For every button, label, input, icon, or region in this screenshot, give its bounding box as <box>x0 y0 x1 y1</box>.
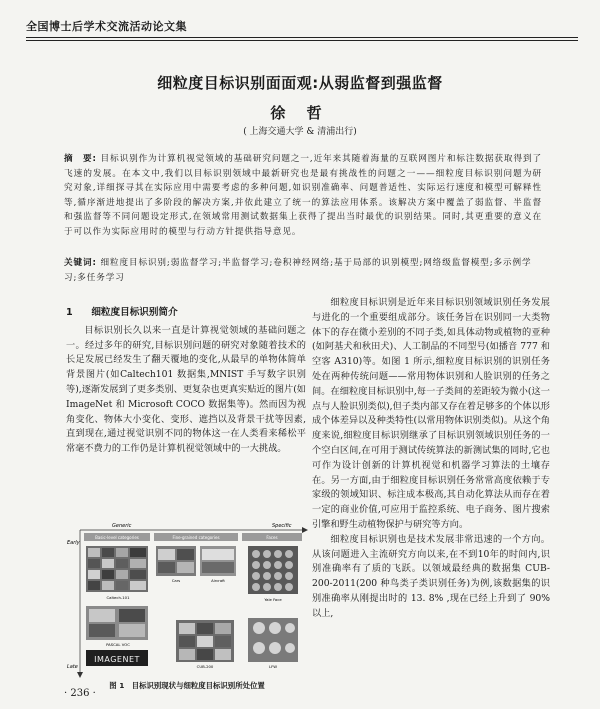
axis-label-specific: Specific <box>272 523 292 529</box>
paper-author: 徐 哲 <box>270 104 330 122</box>
figure-graphic <box>66 522 308 680</box>
abstract-text: 目标识别作为计算机视觉领域的基础研究问题之一,近年来其随着海量的互联网图片和标注数据获取得到了飞速的发展。在本文中,我们以目标识别领域中最新研究也是最有挑战性的问题之一——细粒度目标识别问题为研究对象,详细探寻其在实际应用中需要考虑的多种问题,如识别准确率、问题普适性、实际运行速度和模型可解释性等,循序渐进地提出了多阶段的解决方案,并依此建立了统一的算法应用体系。该解决方案中覆盖了弱监督、半监督和强监督等不同问题设定形式,在领域常用测试数据集上获得了提出当时最优的识别结果。同时,其更重要的意义在于可以作为实际应用时的模型与行动方针提供指导意见。 <box>64 154 542 237</box>
band-basic-label: Basic-level categories <box>95 535 139 540</box>
caltech-mosaic <box>86 546 148 592</box>
paragraph-fine-grained-definition: 细粒度目标识别是近年来目标识别领域识别任务发展与进化的一个重要组成部分。该任务旨在识别同一大类物体下的存在微小差别的不同子类,如具体动物或植物的亚种(如阿基犬和秋田犬)、人工制品的不同型号(如播音 777 和空客 A310)等。如图 1 所示,细粒度目标识别的识别任务处在两种传统问题——常用物体识别和人脸识别的任务之间。在细粒度目标识别中,每一子类间的差距较为微小(这一点与人脸识别类似),但子类内部又存在着足够多的个体以形成个体差异以及种类特性(以常用物体识别类似)。从这个角度来说,细粒度目标识别继承了目标识别领域识别任务的一个空白区间,在可用于测试传统算法的新测试集的同时,它也可作为设计创新的计算机视觉和机器学习算法的土壤存在。另一方面,由于细粒度目标识别任务常常高度依赖于专家级的领域知识、标注成本极高,其自动化算法从而存在着一定的商业价值,可应用于监控系统、电子商务、图片搜索引擎和野生动植物保护与研究等方向。 <box>312 297 550 530</box>
abstract-label: 摘 要: <box>64 154 97 164</box>
left-column <box>66 306 306 457</box>
label-caltech: Caltech-101 <box>106 595 130 600</box>
axis-label-early: Early <box>67 540 80 546</box>
axis-label-late: Late <box>67 664 78 670</box>
label-yale: Yale Face <box>264 597 282 602</box>
imagenet-logo-text: IMAGENET <box>94 655 140 664</box>
page-number: · 236 · <box>64 688 96 699</box>
keywords <box>64 256 542 285</box>
running-header: 全国博士后学术交流活动论文集 <box>26 20 187 33</box>
label-cub: CUB-200 <box>196 664 214 669</box>
right-column <box>312 296 550 622</box>
section-title: 细粒度目标识别简介 <box>91 307 178 318</box>
label-aircraft: Aircraft <box>211 578 225 583</box>
axis-label-generic: Generic <box>112 523 132 529</box>
paper-title: 细粒度目标识别面面观:从弱监督到强监督 <box>157 74 443 92</box>
band-faces-label: Faces <box>266 535 278 540</box>
label-pascal: PASCAL VOC <box>106 642 130 647</box>
label-cars: Cars <box>171 578 181 583</box>
section-number: 1 <box>66 307 73 318</box>
figure-1 <box>66 522 308 692</box>
header-rule-thin <box>26 40 578 41</box>
figure-caption: 图 1 目标识别现状与细粒度目标识别所处位置 <box>109 681 265 690</box>
keywords-label: 关键词: <box>64 258 97 268</box>
paper-affiliation: ( 上海交通大学 & 清浦出行) <box>243 127 357 137</box>
abstract <box>64 152 542 240</box>
paragraph-progress: 细粒度目标识别也是技术发展非常迅速的一个方向。从该问题进入主流研究方向以来,在不到10年的时间内,识别准确率有了质的飞跃。以领域最经典的数据集 CUB-200-2011(200 种鸟类子类识别任务)为例,该数据集的识别准确率从刚提出时的 13. 8% ,现在已经上升到了 90% 以上, <box>312 533 550 619</box>
header-rule <box>26 37 578 38</box>
keywords-text: 细粒度目标识别;弱监督学习;半监督学习;卷积神经网络;基于局部的识别模型;网络级监督模型;多示例学习;多任务学习 <box>64 258 532 283</box>
paragraph-intro: 目标识别长久以来一直是计算视觉领域的基础问题之一。经过多年的研究,目标识别问题的研究对象随着技术的长足发展已经发生了翻天覆地的变化,从最早的单物体简单背景图片(如Caltech101 数据集,MNIST 手写数字识别等),逐渐发展到了更多类别、更复杂也更真实贴近的图片(如 ImageNet 和 Microsoft COCO 数据集等)。然而因为视角变化、物体大小变化、变形、遮挡以及背景干扰等因素,直到现在,通过视觉识别不同的物体这一在人类看来稀松平常毫不费力的工作仍是计算机视觉领域中的一大挑战。 <box>66 324 306 455</box>
label-lfw: LFW <box>268 664 278 669</box>
band-fine-grained-label: Fine-grained categories <box>172 535 220 540</box>
section-heading <box>66 306 306 321</box>
